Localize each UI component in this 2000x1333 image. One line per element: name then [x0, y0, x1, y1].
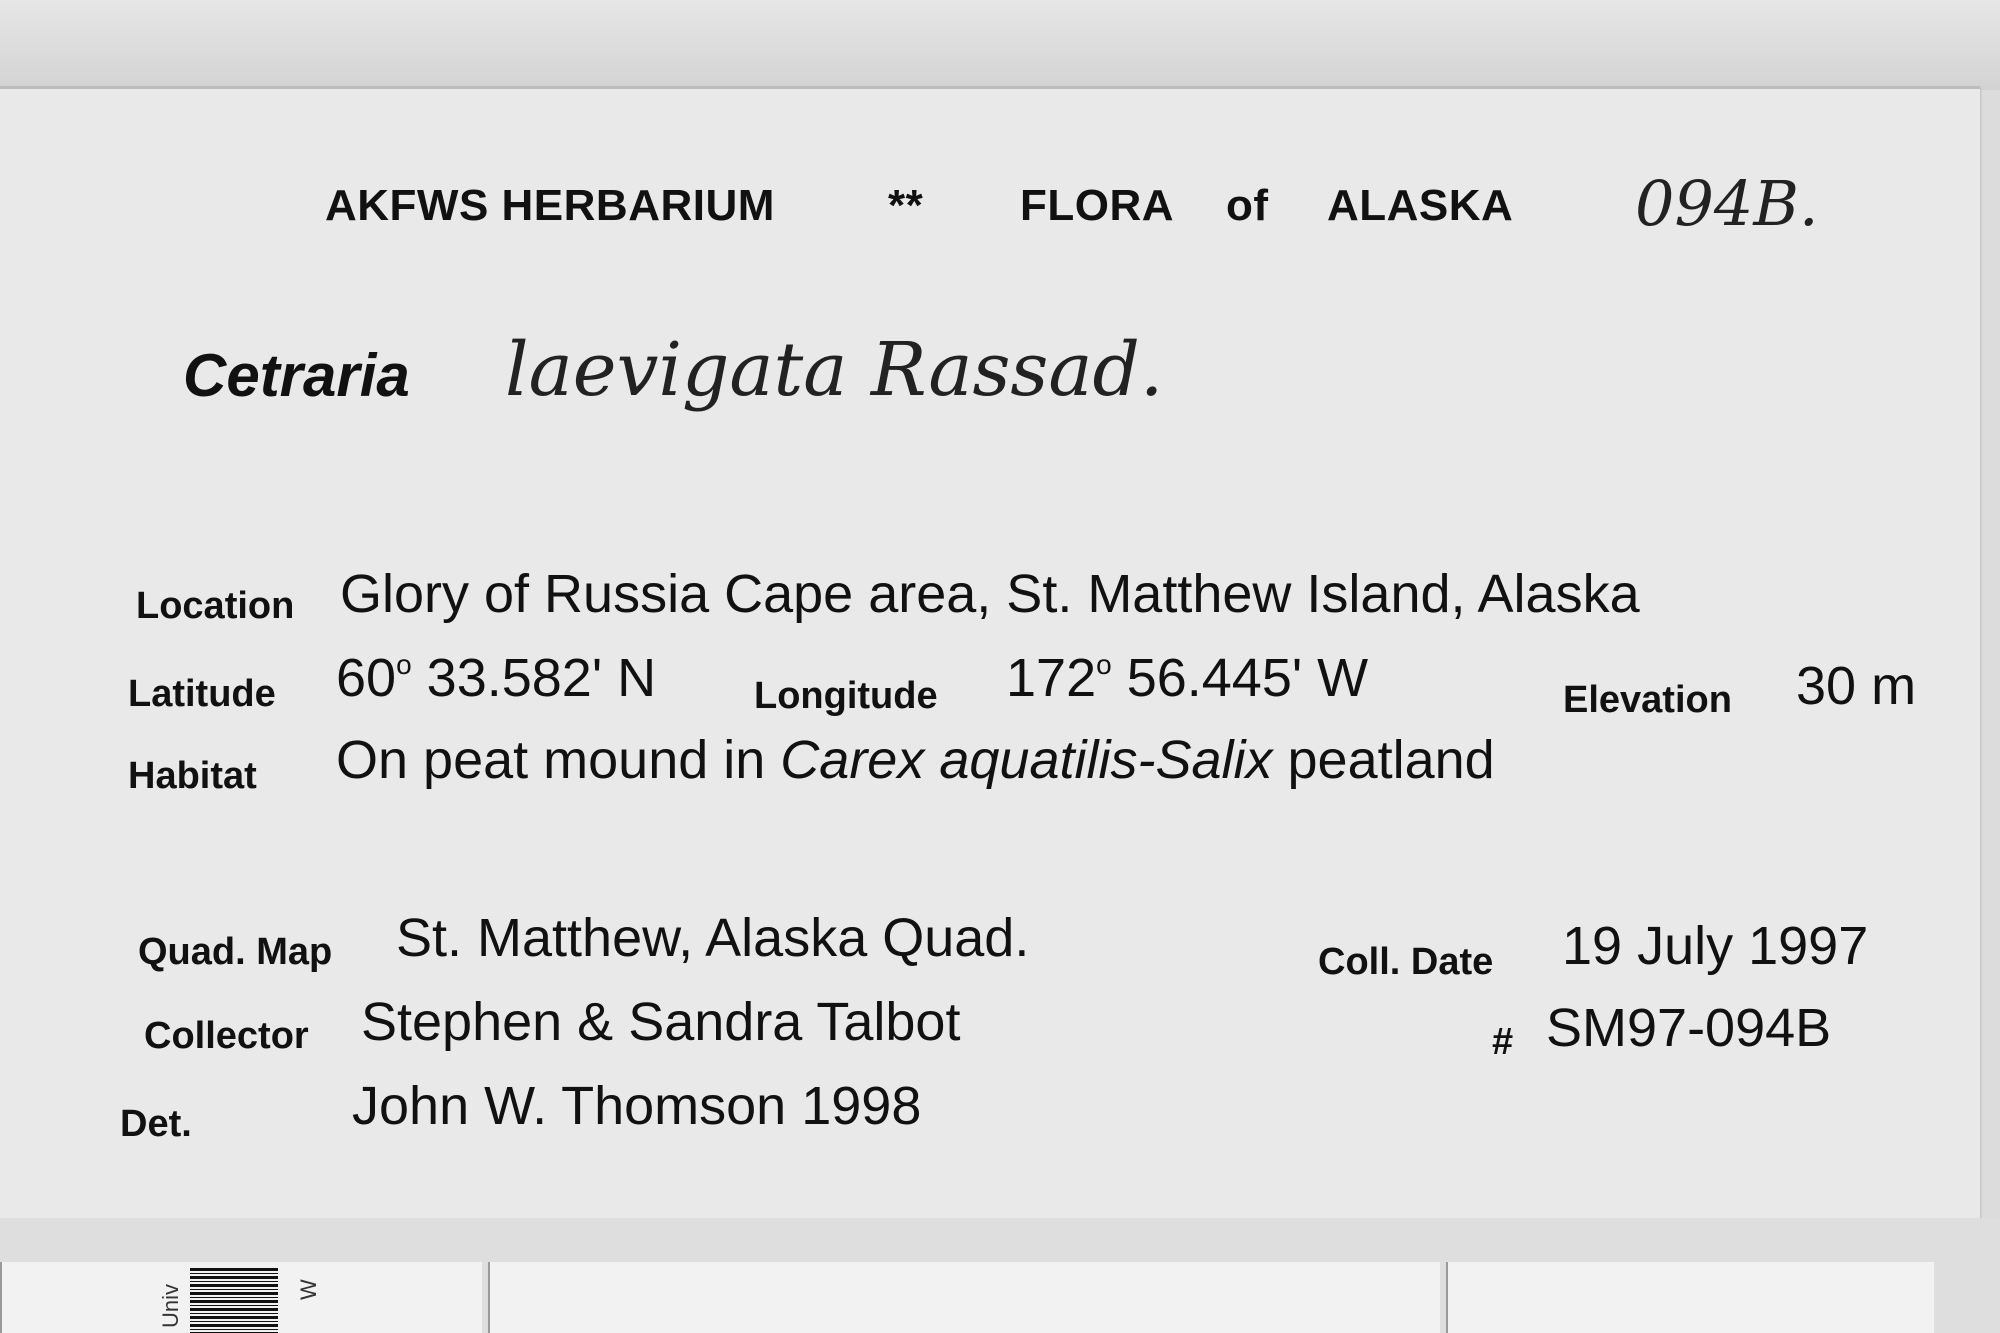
location-value: Glory of Russia Cape area, St. Matthew Island, Alaska: [340, 564, 1640, 624]
collection-number-value: SM97-094B: [1546, 998, 1832, 1058]
longitude-value: [1006, 647, 1368, 709]
longitude-degrees: 172: [1006, 648, 1097, 708]
header-separator: **: [888, 181, 924, 230]
herbarium-sheet-top: [0, 0, 2000, 90]
latitude-value: [336, 647, 656, 709]
collection-date-value: 19 July 1997: [1562, 916, 1869, 976]
latitude-label: Latitude: [128, 673, 276, 715]
longitude-minutes: 56.445' W: [1111, 648, 1369, 708]
determiner-value: John W. Thomson 1998: [352, 1076, 922, 1136]
quad-map-label: Quad. Map: [138, 931, 333, 973]
habitat-taxa: Carex aquatilis-Salix: [780, 730, 1273, 790]
latitude-minutes: 33.582' N: [411, 648, 657, 708]
specimen-label: [0, 86, 1980, 1219]
barcode: [190, 1268, 278, 1333]
habitat-label: Habitat: [128, 755, 257, 797]
rotated-institution-text: Univ: [158, 1283, 183, 1328]
handwritten-accession-number: 094B.: [1635, 167, 1819, 240]
longitude-degree-mark: o: [1096, 649, 1112, 680]
location-label: Location: [136, 585, 295, 627]
herbarium-name: AKFWS HERBARIUM: [325, 181, 775, 230]
habitat-text-end: peatland: [1272, 730, 1495, 790]
elevation-label: Elevation: [1563, 679, 1732, 721]
handwritten-species-epithet: laevigata Rassad.: [505, 327, 1164, 413]
latitude-degrees: 60: [336, 648, 397, 708]
collector-label: Collector: [144, 1015, 309, 1057]
header-flora: FLORA: [1020, 181, 1175, 230]
header-region: ALASKA: [1327, 181, 1514, 230]
genus-name: Cetraria: [183, 342, 410, 409]
elevation-value: 30 m: [1796, 656, 1917, 716]
collector-value: Stephen & Sandra Talbot: [361, 992, 961, 1052]
habitat-text-start: On peat mound in: [336, 730, 781, 790]
collection-date-label: Coll. Date: [1318, 941, 1494, 983]
collection-number-label: #: [1492, 1021, 1514, 1063]
header-of: of: [1226, 181, 1269, 230]
lower-strip-right: [1446, 1262, 1934, 1333]
determiner-label: Det.: [120, 1103, 192, 1145]
quad-map-value: St. Matthew, Alaska Quad.: [396, 908, 1030, 968]
habitat-value: [336, 729, 1495, 791]
longitude-label: Longitude: [754, 675, 938, 717]
latitude-degree-mark: o: [396, 649, 412, 680]
lower-strip: [488, 1262, 1440, 1333]
rotated-small-text: W: [296, 1279, 321, 1300]
